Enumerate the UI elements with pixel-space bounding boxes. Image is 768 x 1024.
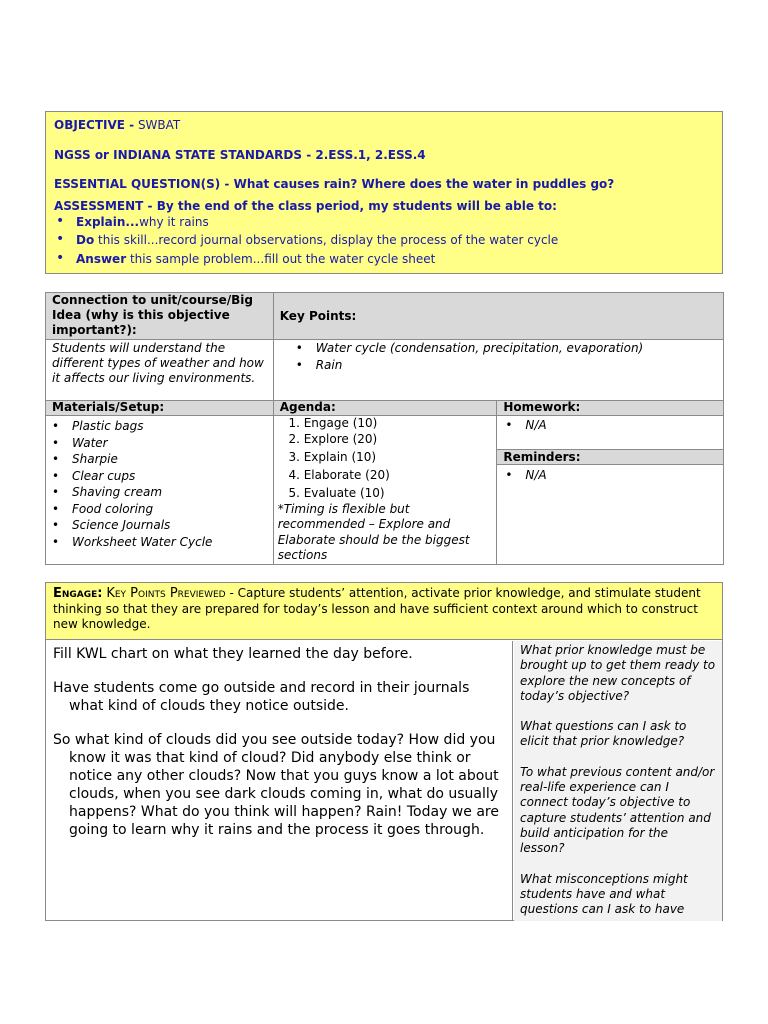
objective-label: OBJECTIVE - [54,118,135,132]
engage-description: - Capture students’ attention, activate prior knowledge, and stimulate student thinking so that they are prepared for today’s lesson and have sufficient context around which to construct new knowledge. [53,586,701,631]
material-item: • Worksheet Water Cycle [50,534,269,551]
objective-section [45,111,723,274]
engage-title: Engage: [53,586,103,601]
assessment-item-lead: Answer [76,252,127,266]
agenda-header: Agenda: [273,401,497,416]
materials-list [50,418,269,550]
assessment-line [54,199,557,213]
material-item: • Food coloring [50,501,269,518]
guiding-question: What prior knowledge must be brought up to get them ready to explore the new concepts of today’s objective? [520,643,716,703]
reminders-header: Reminders: [497,449,723,465]
material-item: • Water [50,435,269,452]
agenda-item: 5. Evaluate (10) [304,484,493,502]
materials-cell [46,416,274,565]
materials-header: Materials/Setup: [46,401,274,416]
engage-content [46,641,513,921]
homework-reminders-cell [497,416,724,565]
assessment-item-text: this skill...record journal observations, display the process of the water cycle [94,233,559,247]
reminders-list [503,467,717,484]
material-item: • Science Journals [50,517,269,534]
essential-question-line [54,177,614,191]
homework-list [503,417,717,434]
engage-subtitle: Key Points Previewed [106,586,226,601]
agenda-list [278,416,493,502]
connection-text: Students will understand the different types of weather and how it affects our living environments. [46,340,274,401]
guiding-question: What misconceptions might students have and what questions can I ask to have [520,871,688,917]
engage-paragraph: So what kind of clouds did you see outside today? How did you know it was that kind of cloud? Did anybody else think or notice any other clouds? Now that you guys know a lot about clouds, when you see dark clouds coming in, what do usually happens? What do you think will happen? Rain! Today we are going to learn why it rains and the process it goes through. [53,732,499,838]
plan-table [45,292,724,565]
assessment-item-text: this sample problem...fill out the water cycle sheet [126,252,436,266]
material-item: • Plastic bags [50,418,269,435]
assessment-item [76,252,435,266]
assessment-value: By the end of the class period, my students will be able to: [156,199,557,213]
assessment-label: ASSESSMENT - [54,199,153,213]
keypoints-header: Key Points: [273,293,723,340]
engage-paragraph: Fill KWL chart on what they learned the day before. [53,646,413,662]
homework-header: Homework: [497,401,724,416]
engage-paragraph: Have students come go outside and record in their journals what kind of clouds they notice outside. [53,680,470,714]
standards-label: NGSS or INDIANA STATE STANDARDS - [54,148,312,162]
objective-value: SWBAT [137,118,181,132]
agenda-item: 4. Elaborate (20) [304,466,493,484]
engage-section [45,582,723,921]
guiding-question: What questions can I ask to elicit that prior knowledge? [520,719,687,749]
reminders-cell [497,465,723,486]
agenda-note: *Timing is flexible but recommended – Explore and Elaborate should be the biggest sections [277,502,470,562]
assessment-item-lead: Do [76,233,95,247]
assessment-item [76,215,209,229]
keypoints-cell [273,340,723,401]
material-item: • Clear cups [50,468,269,485]
assessment-item-text: why it rains [139,215,209,229]
assessment-item [76,233,558,247]
keypoint-item: • Rain [294,357,717,374]
engage-header [46,583,722,640]
keypoints-list [294,340,717,373]
keypoint-item: • Water cycle (condensation, precipitation, evaporation) [294,340,717,357]
question-label: ESSENTIAL QUESTION(S) - [54,177,230,191]
agenda-cell [273,416,497,565]
engage-guiding-questions [514,641,722,921]
assessment-item-lead: Explain... [76,215,140,229]
material-item: • Sharpie [50,451,269,468]
homework-cell [497,416,723,449]
agenda-item: 3. Explain (10) [304,448,493,466]
connection-header: Connection to unit/course/Big Idea (why is this objective important?): [46,293,274,340]
objective-line [54,118,180,132]
question-value: What causes rain? Where does the water in puddles go? [233,177,615,191]
homework-item: • N/A [503,417,717,434]
agenda-item: 1. Engage (10) [304,416,493,430]
standards-value: 2.ESS.1, 2.ESS.4 [315,148,426,162]
reminder-item: • N/A [503,467,717,484]
material-item: • Shaving cream [50,484,269,501]
guiding-question: To what previous content and/or real-life experience can I connect today’s objective to capture students’ attention and build anticipation for the lesson? [520,764,715,856]
standards-line [54,148,426,162]
agenda-item: 2. Explore (20) [304,430,493,448]
